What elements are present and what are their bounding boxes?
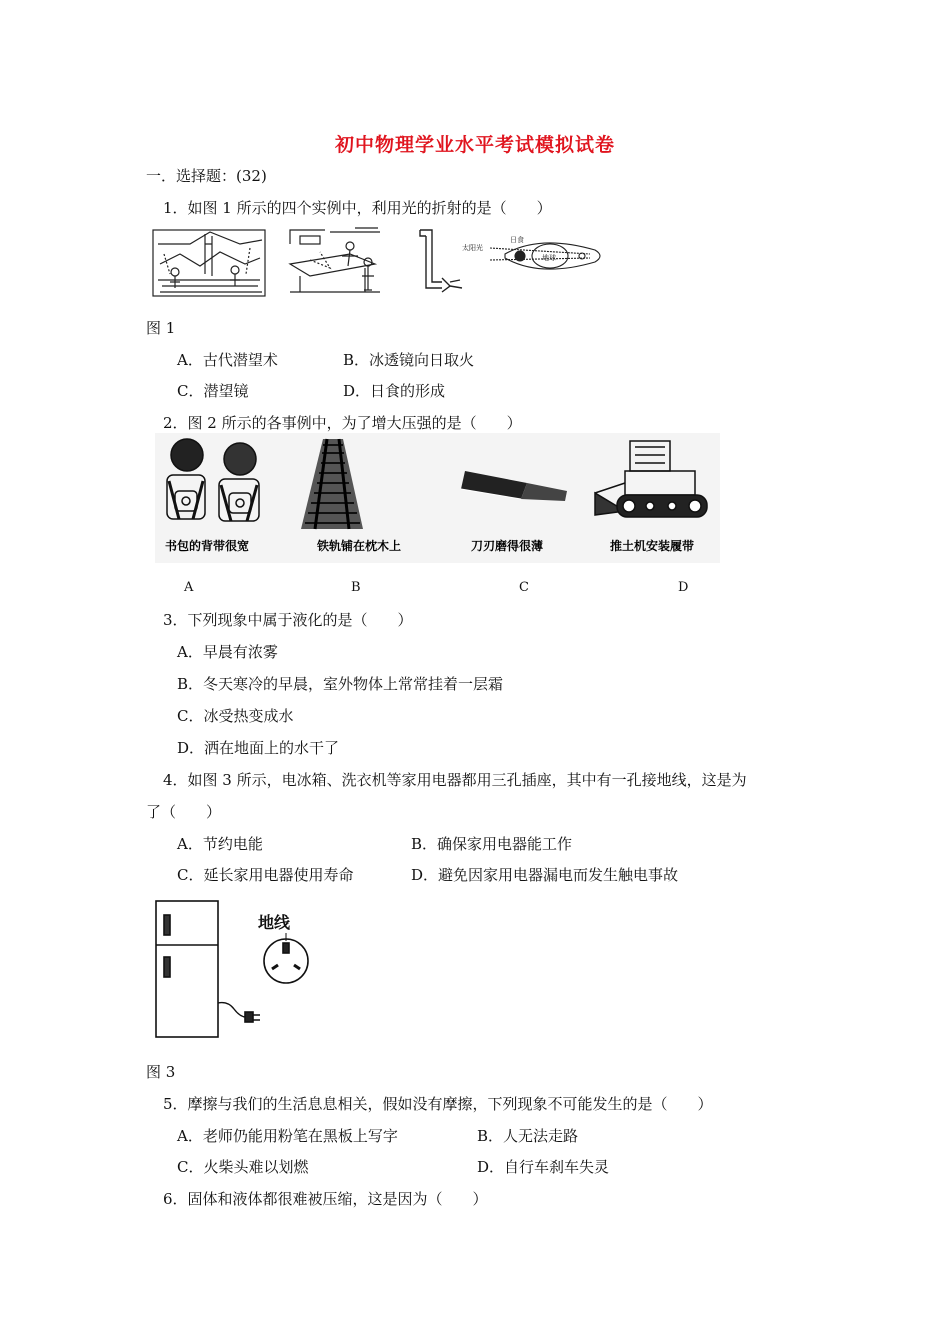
figure-2-letter-d: D (678, 580, 689, 595)
question-4-option-c: C．延长家用电器使用寿命 (177, 866, 354, 884)
question-1-option-b: B．冰透镜向日取火 (343, 351, 475, 369)
figure-2b-railway (301, 439, 363, 529)
figure-2a-backpacks (167, 439, 259, 521)
page-title: 初中物理学业水平考试模拟试卷 (334, 134, 615, 156)
question-3-option-b: B．冬天寒冷的早晨，室外物体上常常挂着一层霜 (177, 675, 504, 693)
question-4-stem-line-1: 4．如图 3 所示，电冰箱、洗衣机等家用电器都用三孔插座，其中有一孔接地线，这是为 (163, 771, 747, 789)
question-3-option-c: C．冰受热变成水 (177, 707, 294, 725)
question-3-option-a: A．早晨有浓雾 (177, 643, 278, 661)
figure-2-letter-c: C (519, 580, 529, 595)
question-1-option-a: A．古代潜望术 (177, 351, 278, 369)
figure-2d-bulldozer (595, 441, 707, 517)
figure-1c-periscope (420, 230, 462, 292)
question-5-stem: 5．摩擦与我们的生活息息相关，假如没有摩擦，下列现象不可能发生的是（ ） (163, 1095, 713, 1113)
question-1-option-c: C．潜望镜 (177, 382, 249, 400)
question-3-stem: 3．下列现象中属于液化的是（ ） (163, 611, 413, 629)
figure-1d-label-earth: 地球 (542, 254, 556, 262)
figure-2b-caption: 铁轨铺在枕木上 (317, 539, 402, 553)
question-5-option-a: A．老师仍能用粉笔在黑板上写字 (177, 1127, 398, 1145)
section-heading: 一．选择题：(32) (146, 167, 267, 185)
question-5-option-c: C．火柴头难以划燃 (177, 1158, 309, 1176)
question-4-option-d: D．避免因家用电器漏电而发生触电事故 (411, 866, 679, 884)
figure-1-illustrations (150, 224, 610, 300)
figure-1a-ancient-periscope (153, 230, 265, 296)
question-4-option-a: A．节约电能 (177, 835, 263, 853)
question-5-option-b: B．人无法走路 (477, 1127, 579, 1145)
question-2-stem: 2．图 2 所示的各事例中，为了增大压强的是（ ） (163, 414, 522, 432)
figure-3-fridge-socket (150, 897, 330, 1042)
question-6-stem: 6．固体和液体都很难被压缩，这是因为（ ） (163, 1190, 488, 1208)
figure-1d-label-sunlight: 太阳光 (462, 244, 483, 252)
figure-2-letter-b: B (351, 580, 361, 595)
figure-1b-ice-lens (290, 228, 380, 292)
figure-1-label: 图 1 (146, 319, 176, 337)
figure-1d-label-eclipse: 日食 (510, 236, 524, 244)
question-4-option-b: B．确保家用电器能工作 (411, 835, 573, 853)
figure-3-label: 图 3 (146, 1063, 176, 1081)
question-5-option-d: D．自行车刹车失灵 (477, 1158, 610, 1176)
figure-2-panel (155, 433, 720, 563)
figure-3-ground-wire-label: 地线 (258, 913, 291, 932)
figure-2d-caption: 推土机安装履带 (610, 539, 695, 553)
question-1-option-d: D．日食的形成 (343, 382, 446, 400)
question-4-stem-line-2: 了（ ） (146, 803, 222, 821)
figure-2-letter-a: A (184, 580, 194, 595)
question-3-option-d: D．洒在地面上的水干了 (177, 739, 340, 757)
three-hole-socket-icon (264, 933, 308, 983)
figure-2a-caption: 书包的背带很宽 (165, 539, 250, 553)
figure-2c-knife (461, 471, 567, 501)
figure-2c-caption: 刀刃磨得很薄 (471, 539, 544, 553)
question-1-stem: 1．如图 1 所示的四个实例中，利用光的折射的是（ ） (163, 199, 552, 217)
